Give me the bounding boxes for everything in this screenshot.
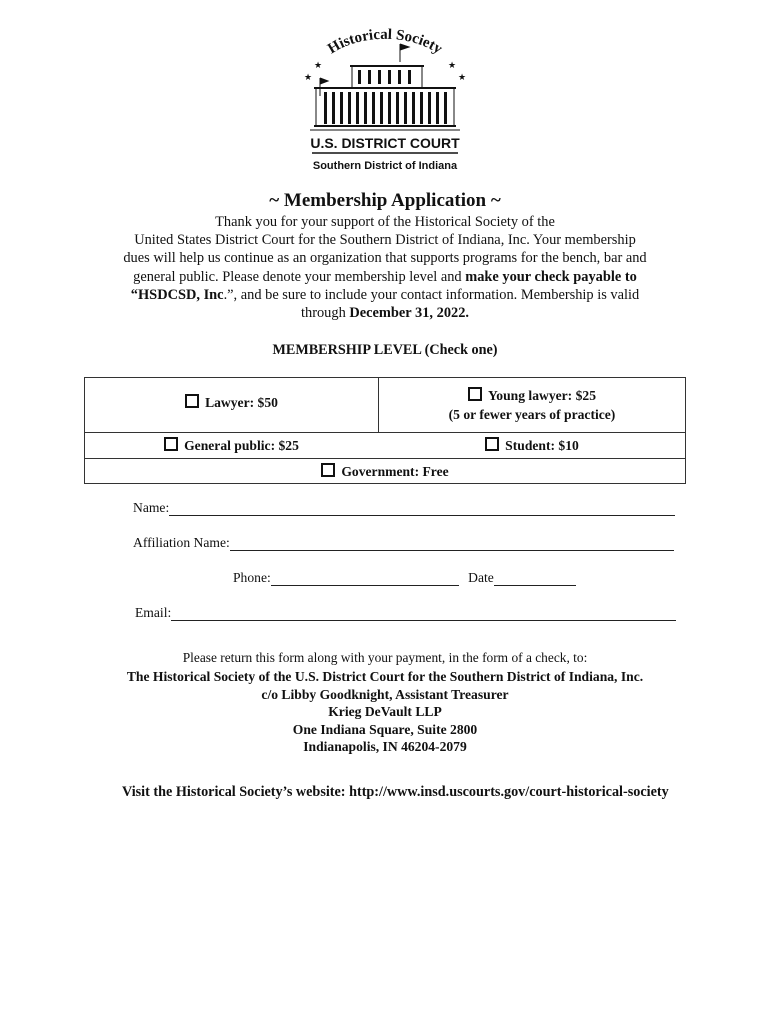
date-input-line[interactable] [494,571,576,586]
historical-society-logo [300,22,470,174]
intro-line: Thank you for your support of the Historical Society of the [215,214,555,230]
intro-line: United States District Court for the Southern District of Indiana, Inc. Your membership [134,232,636,249]
return-address [0,668,770,756]
government-label: Government: Free [341,464,449,479]
name-label: Name: [133,500,170,515]
student-checkbox[interactable] [485,437,499,451]
email-label: Email: [135,605,172,620]
young-lawyer-checkbox[interactable] [468,387,482,401]
intro-line [80,286,690,304]
affiliation-input-line[interactable] [230,536,674,551]
membership-level-heading: MEMBERSHIP LEVEL (Check one) [272,342,498,358]
intro-text: through [301,305,350,322]
email-field [135,605,676,621]
intro-text: .”, and be sure to include your contact information. Membership is valid [223,286,640,303]
address-line: Indianapolis, IN 46204-2079 [303,739,467,755]
intro-line [80,304,690,322]
website-line: Visit the Historical Society’s website: http://www.insd.uscourts.gov/court-historical-society [122,784,669,800]
logo-court-name: U.S. DISTRICT COURT [310,135,460,151]
intro-text: general public. Please denote your membership level and [133,268,466,285]
option-young-lawyer[interactable] [379,386,685,424]
general-public-label: General public: $25 [184,438,299,453]
address-line: One Indiana Square, Suite 2800 [292,721,478,737]
intro-paragraph [80,213,690,322]
return-instructions: Please return this form along with your payment, in the form of a check, to: [182,650,588,665]
logo-arc-text: Historical Society [325,26,446,58]
general-public-checkbox[interactable] [164,437,178,451]
option-student[interactable] [379,437,685,454]
name-input-line[interactable] [169,501,675,516]
payee-name: “HSDCSD, Inc [130,286,224,303]
svg-text:★: ★ [314,60,323,70]
table-divider [85,432,685,433]
affiliation-label: Affiliation Name: [133,535,230,550]
address-line: Krieg DeVault LLP [328,704,442,720]
date-label: Date [468,570,494,585]
phone-label: Phone: [233,570,271,585]
lawyer-checkbox[interactable] [185,394,199,408]
government-checkbox[interactable] [321,463,335,477]
option-lawyer[interactable] [85,394,378,411]
svg-text:★: ★ [448,60,457,70]
logo-district: Southern District of Indiana [312,160,458,172]
table-divider [85,458,685,459]
svg-text:★: ★ [304,72,313,82]
courthouse-logo-graphic [300,22,470,174]
name-field [133,500,675,516]
phone-input-line[interactable] [271,571,459,586]
phone-date-row [233,570,576,586]
intro-line: dues will help us continue as an organization that supports programs for the bench, bar and [123,250,647,267]
svg-text:★: ★ [458,72,467,82]
intro-line [80,268,690,286]
address-line: The Historical Society of the U.S. District Court for the Southern District of Indiana, Inc. [126,669,644,684]
lawyer-label: Lawyer: $50 [205,395,278,410]
valid-through-date: December 31, 2022. [349,305,469,322]
check-payable-emphasis: make your check payable to [465,268,637,285]
student-label: Student: $10 [505,438,579,453]
email-input-line[interactable] [171,606,676,621]
option-government[interactable] [85,463,685,480]
young-lawyer-note: (5 or fewer years of practice) [448,407,616,422]
affiliation-field [133,535,674,551]
young-lawyer-label: Young lawyer: $25 [488,388,596,403]
membership-level-table [84,377,686,484]
address-line: c/o Libby Goodknight, Assistant Treasurer [261,686,509,702]
option-general-public[interactable] [85,437,378,454]
page-title: ~ Membership Application ~ [269,190,501,211]
